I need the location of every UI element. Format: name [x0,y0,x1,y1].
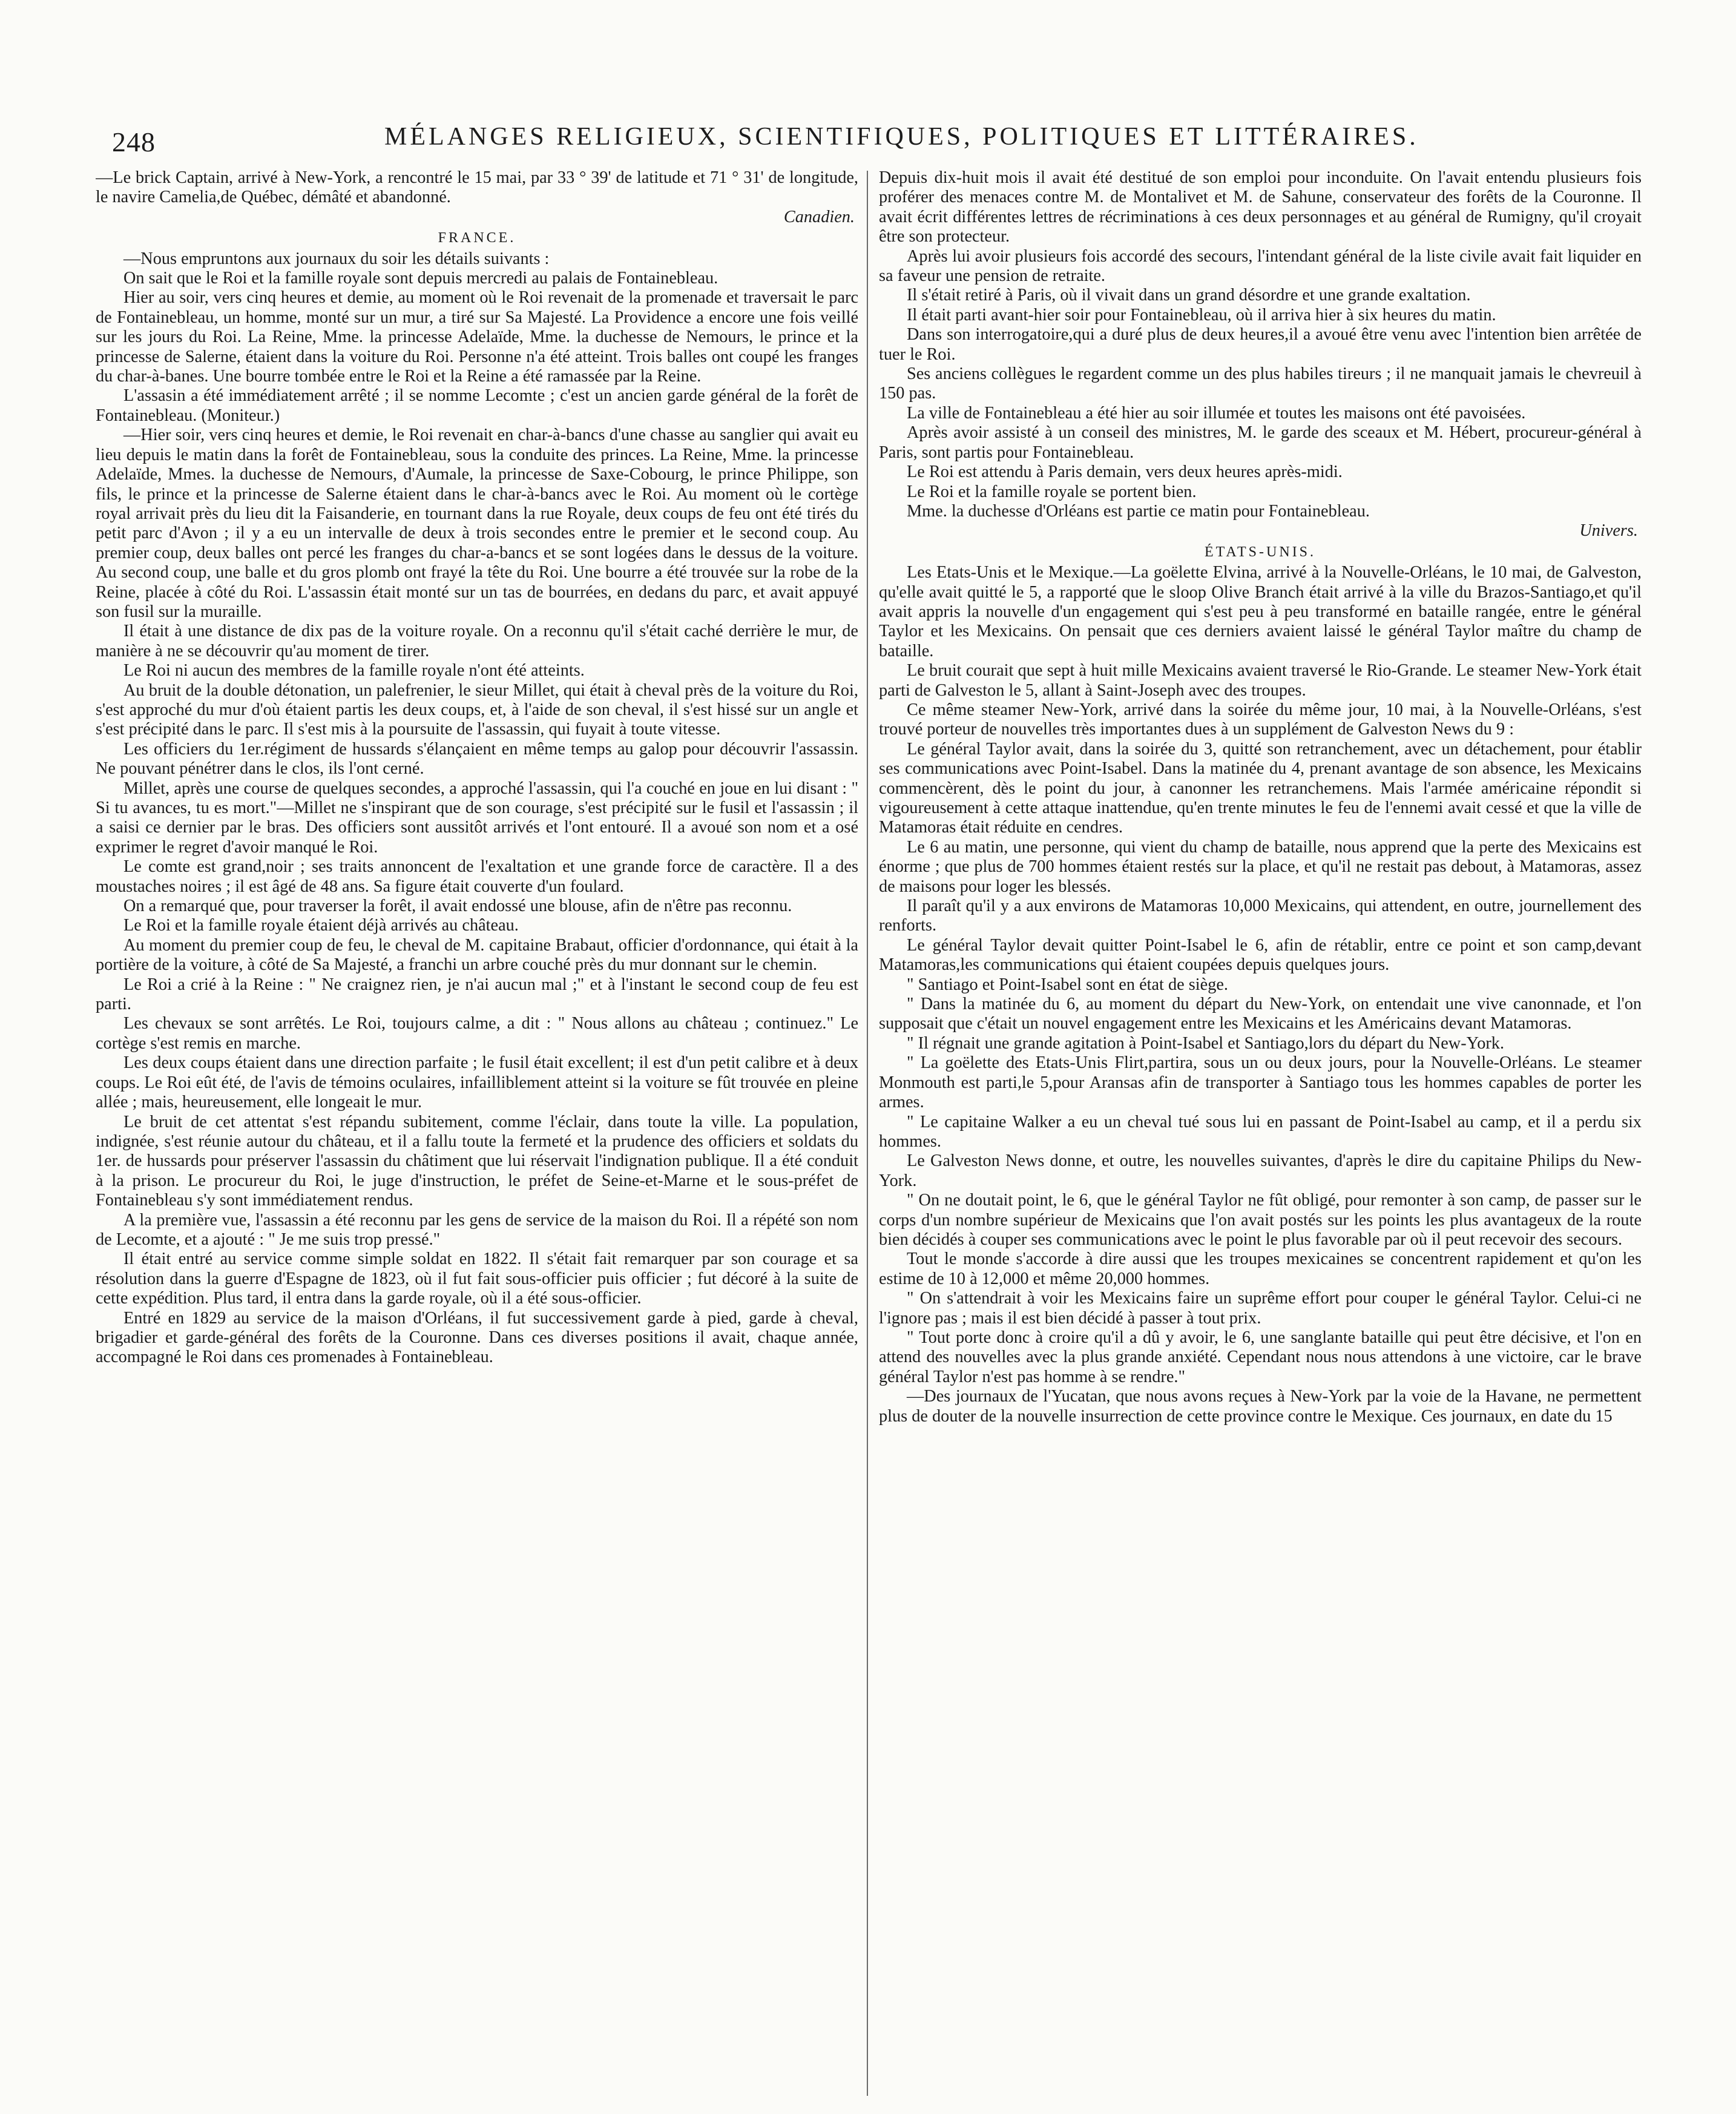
paragraph: A la première vue, l'assassin a été reconnu par les gens de service de la maison du Roi. Il a répété son nom de Lecomte, et a ajouté : " Je me suis trop pressé." [96,1210,858,1249]
source-attribution: Canadien. [783,207,855,226]
paragraph: Le comte est grand,noir ; ses traits annoncent de l'exaltation et une grande force de caractère. Il a des moustaches noires ; il est âgé de 48 ans. Sa figure était couverte d'un foulard. [96,857,858,896]
paragraph: Le Roi ni aucun des membres de la famille royale n'ont été atteints. [123,661,585,680]
paragraph: Millet, après une course de quelques secondes, a approché l'assassin, qui l'a couché en joue en lui disant : " Si tu avances, tu es mort."—Millet ne s'inspirant que de son courage, s'est précipité sur le fusil et l'assassin ; il a saisi ce dernier par le bras. Des officiers sont aussitôt arrivés et l'ont entouré. Il a avoué son nom et a osé exprimer le regret d'avoir manqué le Roi. [96,779,858,857]
paragraph: Au bruit de la double détonation, un palefrenier, le sieur Millet, qui était à cheval près de la voiture du Roi, s'est approché du mur d'où étaient partis les deux coups, et, à l'aide de son cheval, il s'est hissé sur un angle et s'est précipité dans le parc. Il s'est mis à la poursuite de l'assassin, qui fuyait à toute vitesse. [96,680,858,739]
paragraph: " Tout porte donc à croire qu'il a dû y avoir, le 6, une sanglante bataille qui peut être décisive, et l'on en attend des nouvelles avec la plus grande anxiété. Cependant nous nous attendons à une victoire, car le brave général Taylor n'est pas homme à se rendre." [879,1328,1642,1386]
paragraph: Il était à une distance de dix pas de la voiture royale. On a reconnu qu'il s'était caché derrière le mur, de manière à ne se découvrir qu'au moment de tirer. [96,622,858,660]
paragraph: Le bruit de cet attentat s'est répandu subitement, comme l'éclair, dans toute la ville. La population, indignée, s'est réunie autour du château, et il a fallu toute la fermeté et la prudence des officiers et soldats du 1er. de hussards pour préserver l'assassin du châtiment que lui réservait l'indignation publique. Il a été conduit à la prison. Le procureur du Roi, le juge d'instruction, le préfet de Seine-et-Marne et le sous-préfet de Fontainebleau s'y sont immédiatement rendus. [96,1112,858,1210]
page-header-title: MÉLANGES RELIGIEUX, SCIENTIFIQUES, POLITIQUES ET LITTÉRAIRES. [384,123,1419,151]
page-number: 248 [112,127,156,157]
paragraph: Le Galveston News donne, et outre, les nouvelles suivantes, d'après le dire du capitaine Philips du New-York. [879,1151,1642,1190]
paragraph: On a remarqué que, pour traverser la forêt, il avait endossé une blouse, afin de n'être pas reconnu. [123,897,792,916]
paragraph: Le général Taylor avait, dans la soirée du 3, quitté son retranchement, avec un détachement, pour établir ses communications avec Point-Isabel. Dans la matinée du 4, prenant avantage de son absence, les Mexicains commencèrent, dès le point du jour, à canonner les retranchemens. Mais l'armée américaine répondit si vigoureusement à cette attaque inattendue, qu'en trente minutes le feu de l'ennemi avait cessé et que la ville de Matamoras était réduite en cendres. [879,739,1642,837]
paragraph: Le Roi et la famille royale étaient déjà arrivés au château. [123,916,519,935]
paragraph: Le Roi est attendu à Paris demain, vers deux heures après-midi. [907,463,1343,482]
paragraph: Les officiers du 1er.régiment de hussards s'élançaient en même temps au galop pour découvrir l'assassin. Ne pouvant pénétrer dans le clos, ils l'ont cerné. [96,739,858,779]
paragraph: Il paraît qu'il y a aux environs de Matamoras 10,000 Mexicains, qui attendent, en outre, journellement des renforts. [879,897,1642,935]
section-heading: FRANCE. [438,230,516,246]
paragraph: —Des journaux de l'Yucatan, que nous avons reçues à New-York par la voie de la Havane, ne permettent plus de douter de la nouvelle insurrection de cette province contre le Mexique. Ces journaux, en date du 15 [879,1387,1642,1426]
paragraph: Dans son interrogatoire,qui a duré plus de deux heures,il a avoué être venu avec l'intention bien arrêtée de tuer le Roi. [879,325,1642,364]
paragraph: L'assasin a été immédiatement arrêté ; il se nomme Lecomte ; c'est un ancien garde général de la forêt de Fontainebleau. (Moniteur.) [96,386,858,425]
paragraph: Le Roi a crié à la Reine : " Ne craignez rien, je n'ai aucun mal ;" et à l'instant le second coup de feu est parti. [96,975,858,1014]
paragraph: Il s'était retiré à Paris, où il vivait dans un grand désordre et une grande exaltation. [907,286,1471,305]
paragraph: —Nous empruntons aux journaux du soir les détails suivants : [123,249,550,268]
left-column [96,168,858,2096]
paragraph: Il était parti avant-hier soir pour Fontainebleau, où il arriva hier à six heures du matin. [907,305,1496,324]
paragraph: Après avoir assisté à un conseil des ministres, M. le garde des sceaux et M. Hébert, procureur-général à Paris, sont partis pour Fontainebleau. [879,423,1642,462]
paragraph: Les Etats-Unis et le Mexique.—La goëlette Elvina, arrivé à la Nouvelle-Orléans, le 10 mai, de Galveston, qu'elle avait quitté le 5, a rapporté que le sloop Olive Branch était arrivé à la ville du Brazos-Santiago,et qu'il avait appris la nouvelle d'un engagement qui s'est peu à peu transformé en bataille rangée, entre le général Taylor et les Mexicains. On pensait que ces derniers avaient laissé le général Taylor maître du champ de bataille. [879,563,1642,660]
paragraph: —Le brick Captain, arrivé à New-York, a rencontré le 15 mai, par 33 ° 39' de latitude et 71 ° 31' de longitude, le navire Camelia,de Québec, démâté et abandonné. [96,168,858,207]
right-column [879,168,1642,2096]
paragraph: Au moment du premier coup de feu, le cheval de M. capitaine Brabaut, officier d'ordonnance, qui était à la portière de la voiture, à côté de Sa Majesté, a franchi un arbre couché près du mur donnant sur le chemin. [96,935,858,975]
paragraph: On sait que le Roi et la famille royale sont depuis mercredi au palais de Fontainebleau. [123,269,718,288]
paragraph: " Il régnait une grande agitation à Point-Isabel et Santiago,lors du départ du New-York. [907,1033,1505,1053]
paragraph: Il était entré au service comme simple soldat en 1822. Il s'était fait remarquer par son courage et sa résolution dans la guerre d'Espagne de 1823, où il fut fait sous-officier puis officier ; fut décoré à la suite de cette expédition. Plus tard, il entra dans la garde royale, où il a été sous-officier. [96,1250,858,1308]
source-attribution: Univers. [1579,521,1638,541]
paragraph: " On ne doutait point, le 6, que le général Taylor ne fût obligé, pour remonter à son camp, de passer sur le corps d'un nombre supérieur de Mexicains que l'on avait postés sur les points les plus avantageux de la route bien décidés à couper ses communications avec le point le plus favorable par où il peut recevoir des secours. [879,1191,1642,1249]
paragraph: Tout le monde s'accorde à dire aussi que les troupes mexicaines se concentrent rapidement et qu'on les estime de 10 à 12,000 et même 20,000 hommes. [879,1250,1642,1288]
paragraph: " On s'attendrait à voir les Mexicains faire un suprême effort pour couper le général Taylor. Celui-ci ne l'ignore pas ; mais il est bien décidé à passer à tout prix. [879,1289,1642,1328]
paragraph: Mme. la duchesse d'Orléans est partie ce matin pour Fontainebleau. [907,501,1370,521]
section-heading: ÉTATS-UNIS. [1204,544,1317,560]
paragraph: Les deux coups étaient dans une direction parfaite ; le fusil était excellent; il est d'un petit calibre et à deux coups. Le Roi eût été, de l'avis de témoins oculaires, infailliblement atteint si la voiture se fût trouvée en pleine allée ; mais, heureusement, elle longeait le mur. [96,1053,858,1112]
paragraph: Le bruit courait que sept à huit mille Mexicains avaient traversé le Rio-Grande. Le steamer New-York était parti de Galveston le 5, allant à Saint-Joseph avec des troupes. [879,661,1642,700]
paragraph: Entré en 1829 au service de la maison d'Orléans, il fut successivement garde à pied, garde à cheval, brigadier et garde-général des forêts de la Couronne. Dans ces diverses positions il avait, chaque année, accompagné le Roi dans ces promenades à Fontainebleau. [96,1308,858,1367]
paragraph: Depuis dix-huit mois il avait été destitué de son emploi pour inconduite. On l'avait entendu plusieurs fois proférer des menaces contre M. de Montalivet et M. de Sahune, conservateur des forêts de la Couronne. Il avait écrit différentes lettres de récriminations à ces deux personnages et au général de Rumigny, qu'il croyait être son protecteur. [879,168,1642,246]
column-divider [867,171,868,2096]
paragraph: Le Roi et la famille royale se portent bien. [907,482,1197,501]
paragraph: Hier au soir, vers cinq heures et demie, au moment où le Roi revenait de la promenade et traversait le parc de Fontainebleau, un homme, monté sur un mur, a tiré sur Sa Majesté. La Providence a encore une fois veillé sur les jours du Roi. La Reine, Mme. la princesse Adelaïde, Mme. la duchesse de Nemours, le prince et la princesse de Salerne, étaient dans la voiture du Roi. Personne n'a été atteint. Trois balles ont coupé les franges du char-à-banes. Une bourre tombée entre le Roi et la Reine a été ramassée par la Reine. [96,288,858,386]
paragraph: " La goëlette des Etats-Unis Flirt,partira, sous un ou deux jours, pour la Nouvelle-Orléans. Le steamer Monmouth est parti,le 5,pour Aransas afin de transporter à Santiago tous les hommes capables de porter les armes. [879,1053,1642,1112]
paragraph: La ville de Fontainebleau a été hier au soir illumée et toutes les maisons ont été pavoisées. [907,403,1526,423]
paragraph: Ce même steamer New-York, arrivé dans la soirée du même jour, 10 mai, à la Nouvelle-Orléans, s'est trouvé porteur de nouvelles très importantes dues à un supplément de Galveston News du 9 : [879,700,1642,739]
paragraph: " Le capitaine Walker a eu un cheval tué sous lui en passant de Point-Isabel au camp, et il a perdu six hommes. [879,1112,1642,1151]
paragraph: —Hier soir, vers cinq heures et demie, le Roi revenait en char-à-bancs d'une chasse au sanglier qui avait eu lieu depuis le matin dans la forêt de Fontainebleau, sous la conduite des princes. La Reine, Mme. la princesse Adelaïde, Mmes. la duchesse de Nemours, d'Aumale, la princesse de Saxe-Cobourg, le prince Philippe, son fils, le prince et la princesse de Salerne étaient dans le char-à-bancs avec le Roi. Au moment où le cortège royal arrivait près du lieu dit la Faisanderie, en tournant dans la rue Royale, deux coups de feu ont été tirés du petit parc d'Avon ; il y a eu un intervalle de deux à trois secondes entre le premier et le second coup. Au premier coup, deux balles ont percé les franges du char-a-bancs et se sont logées dans le dessus de la voiture. Au second coup, une balle et du gros plomb ont frayé la tête du Roi. Une bourre a été trouvée sur la robe de la Reine, placée à côté du Roi. L'assassin était monté sur un tas de bourrées, en dedans du parc, et avait appuyé son fusil sur la muraille. [96,426,858,621]
paragraph: " Santiago et Point-Isabel sont en état de siège. [907,975,1228,994]
paragraph: " Dans la matinée du 6, au moment du départ du New-York, on entendait une vive canonnade, et l'on supposait que c'était un nouvel engagement entre les Mexicains et les Américains devant Matamoras. [879,995,1642,1033]
paragraph: Le 6 au matin, une personne, qui vient du champ de bataille, nous apprend que la perte des Mexicains est énorme ; que plus de 700 hommes étaient restés sur la place, et qu'il ne restait pas debout, à Matamoras, assez de maisons pour loger les blessés. [879,837,1642,896]
paragraph: Ses anciens collègues le regardent comme un des plus habiles tireurs ; il ne manquait jamais le chevreuil à 150 pas. [879,364,1642,403]
paragraph: Les chevaux se sont arrêtés. Le Roi, toujours calme, a dit : " Nous allons au château ; continuez." Le cortège s'est remis en marche. [96,1014,858,1053]
paragraph: Le général Taylor devait quitter Point-Isabel le 6, afin de rétablir, entre ce point et son camp,devant Matamoras,les communications qui étaient coupées depuis quelques jours. [879,935,1642,975]
paragraph: Après lui avoir plusieurs fois accordé des secours, l'intendant général de la liste civile avait fait liquider en sa faveur une pension de retraite. [879,246,1642,286]
